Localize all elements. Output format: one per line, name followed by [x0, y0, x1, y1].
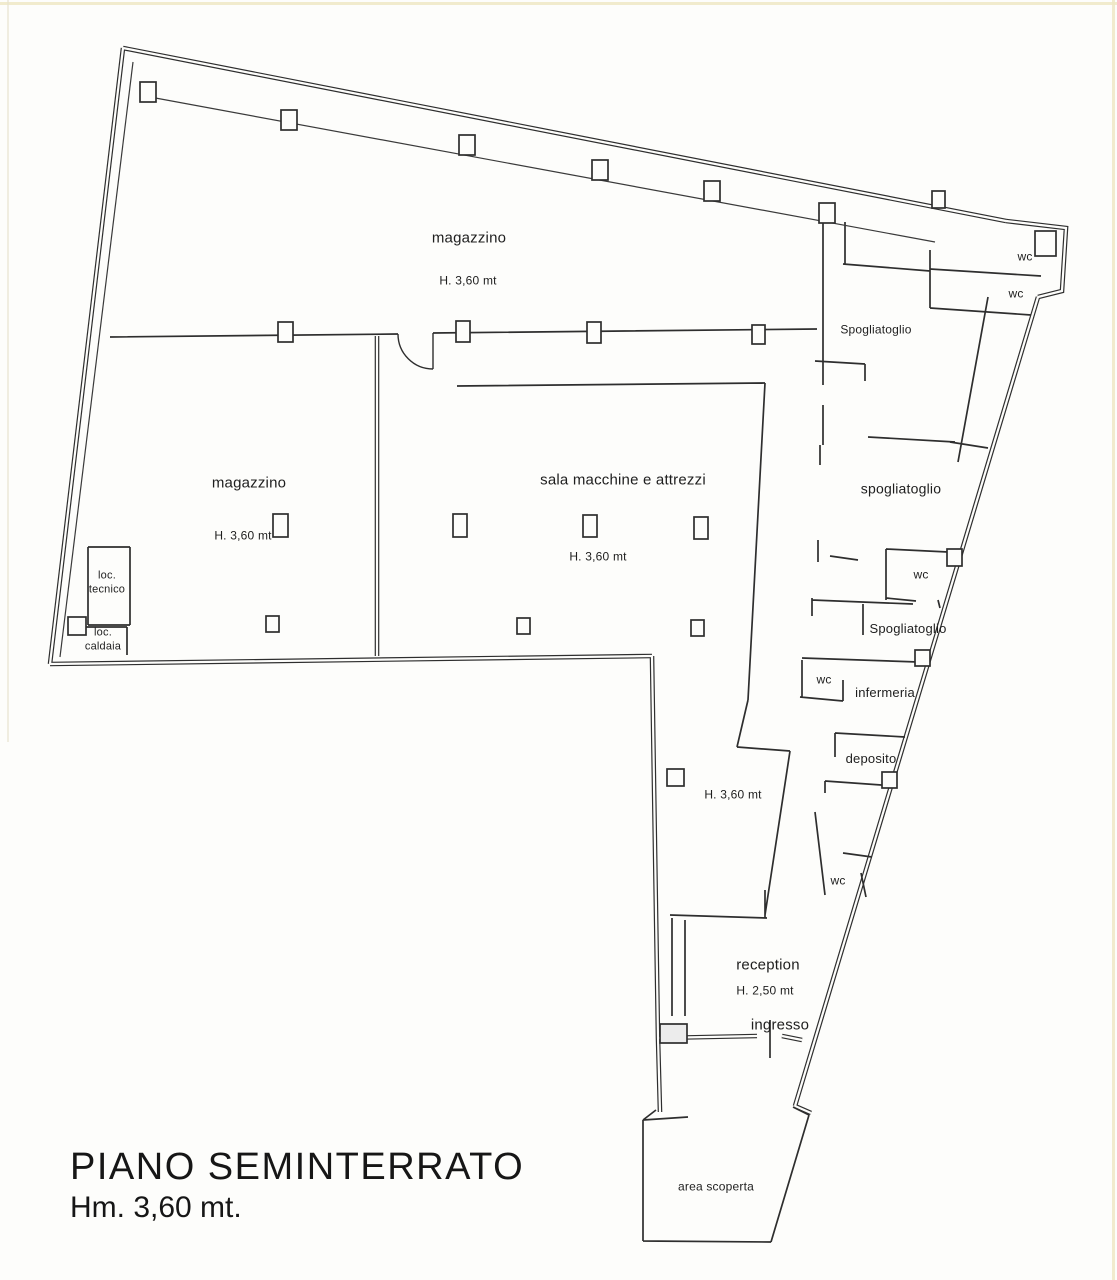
room-label-loc-tecnico: loc. tecnico — [88, 569, 126, 595]
room-label-reception: reception — [736, 956, 800, 974]
room-label-magazzino-top-height: H. 3,60 mt — [439, 273, 497, 288]
room-label-wc-top-1: wc — [1017, 249, 1033, 264]
room-label-spogliatoglio-top: Spogliatoglio — [840, 322, 912, 337]
room-label-reception-height: H. 2,50 mt — [736, 983, 794, 998]
plan-subtitle: Hm. 3,60 mt. — [70, 1191, 242, 1224]
room-label-corridor-height: H. 3,60 mt — [704, 787, 762, 802]
room-label-deposito: deposito — [845, 750, 897, 766]
room-label-loc-caldaia: loc. caldaia — [84, 626, 122, 652]
room-label-magazzino-left-height: H. 3,60 mt — [214, 528, 272, 543]
room-label-magazzino-top: magazzino — [431, 229, 507, 247]
room-label-wc-lower: wc — [830, 873, 846, 888]
room-label-spogliatoglio-2: Spogliatoglio — [869, 620, 947, 636]
room-label-wc-top-2: wc — [1008, 286, 1024, 301]
plan-title: PIANO SEMINTERRATO — [70, 1146, 525, 1188]
room-label-infermeria: infermeria — [855, 684, 915, 700]
plan-title-block — [70, 1146, 524, 1225]
room-label-sala-macchine: sala macchine e attrezzi — [540, 471, 706, 489]
room-label-area-scoperta: area scoperta — [678, 1179, 754, 1194]
room-label-wc-infermeria: wc — [816, 672, 832, 687]
room-label-ingresso: ingresso — [750, 1016, 810, 1034]
room-label-sala-macchine-height: H. 3,60 mt — [569, 549, 627, 564]
room-label-spogliatoglio-mid: spogliatoglio — [860, 480, 942, 497]
room-label-magazzino-left: magazzino — [211, 474, 287, 492]
room-label-wc-mid: wc — [913, 567, 929, 582]
